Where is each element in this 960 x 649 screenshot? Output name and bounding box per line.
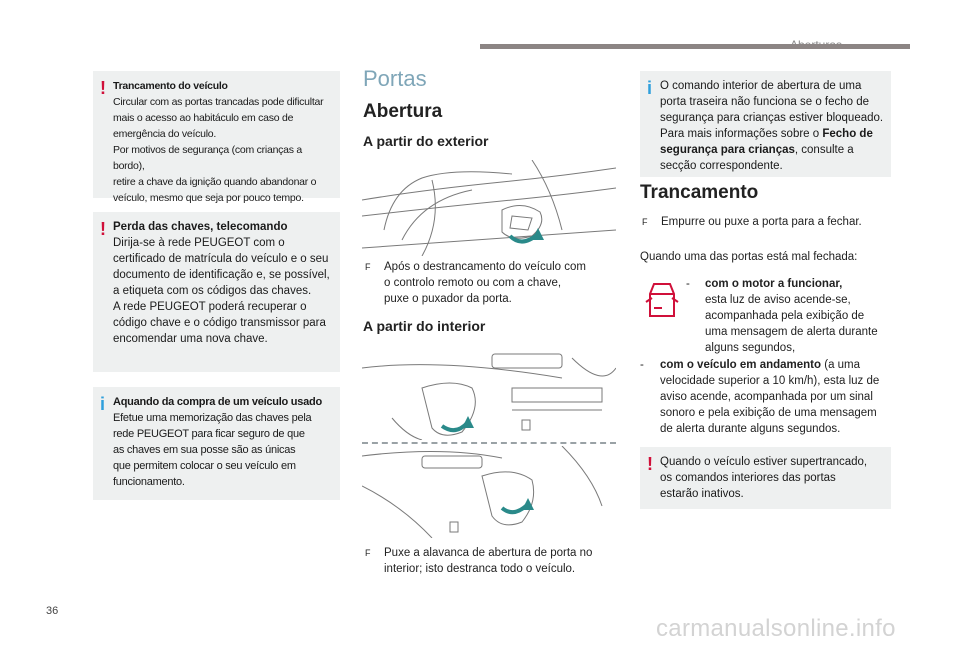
line: veículo, mesmo que seja por pouco tempo. [113,192,304,204]
box-title: Aquando da compra de um veículo usado [113,396,322,408]
list-dash: - [640,359,644,371]
line: Por motivos de segurança (com crianças a bordo), [113,144,303,172]
line: interior; isto destranca todo o veículo. [384,563,576,575]
box-title: Trancamento do veículo [113,80,228,92]
header-bar [480,44,910,49]
line: com o veículo em andamento (a uma [660,359,861,371]
page-number: 36 [46,605,59,617]
bullet-icon: F [365,548,371,558]
warning-text [660,454,885,502]
warning-icon: ! [100,219,106,239]
line: Empurre ou puxe a porta para a fechar. [661,216,862,228]
line: segurança para crianças, consulte a [660,144,854,156]
line: velocidade superior a 10 km/h), esta luz de [660,375,880,387]
line: Circular com as portas trancadas pode dificultar [113,96,324,108]
line: Puxe a alavanca de abertura de porta no [384,547,593,559]
warning-box-lost-keys [93,212,340,372]
line: esta luz de aviso acende-se, [705,294,851,306]
figure-divider [362,442,616,444]
line: Para mais informações sobre o Fecho de [660,128,873,140]
line: os comandos interiores das portas [660,472,836,484]
info-icon: i [100,394,106,414]
exterior-door-handle-illustration [362,160,616,256]
info-text [113,394,334,490]
line: que permitem colocar o seu veículo em [113,460,296,472]
line: as chaves em sua posse são as únicas [113,444,296,456]
outside-instruction [365,259,615,309]
locking-instruction [642,214,892,232]
line: A rede PEUGEOT poderá recuperar o [113,301,307,313]
line: O comando interior de abertura de uma [660,80,862,92]
info-box-used-vehicle [93,387,340,500]
line: Quando o veículo estiver supertrancado, [660,456,868,468]
line: Após o destrancamento do veículo com [384,261,587,273]
engine-running-item [686,276,891,356]
line: alguns segundos, [705,342,796,354]
info-icon: i [647,78,653,98]
line: código chave e o código transmissor para [113,317,326,329]
line: acompanhada pela exibição de [705,310,865,322]
line: rede PEUGEOT para ficar seguro de que [113,428,305,440]
bad-close-intro: Quando uma das portas está mal fechada: [640,251,858,263]
watermark: carmanualsonline.info [656,615,896,642]
line: aviso acende, acompanhada por um sinal [660,391,873,403]
bullet-icon: F [642,217,648,227]
line: com o motor a funcionar, [705,278,843,290]
line: emergência do veículo. [113,128,217,140]
box-title: Perda das chaves, telecomando [113,221,288,233]
line: o controlo remoto ou com a chave, [384,277,562,289]
line: mais o acesso ao habitáculo em caso de [113,112,294,124]
line: porta traseira não funciona se o fecho de [660,96,870,108]
line: de alerta durante alguns segundos. [660,423,841,435]
line: estarão inativos. [660,488,744,500]
line: documento de identificação e, se possível, [113,269,330,281]
line: a etiqueta com os códigos das chaves. [113,285,312,297]
interior-door-handle-illustration-top [362,348,616,440]
line: Efetue uma memorização das chaves pela [113,412,312,424]
vehicle-moving-item [640,357,892,439]
subsection-title-outside: A partir do exterior [363,133,489,149]
line: funcionamento. [113,476,185,488]
line: retire a chave da ignição quando abandonar o [113,176,317,188]
line: sonoro e pela exibição de uma mensagem [660,407,877,419]
section-title-opening: Abertura [363,101,443,122]
door-open-warning-icon [644,280,680,320]
line: Dirija-se à rede PEUGEOT com o [113,237,285,249]
bullet-icon: F [365,262,371,272]
warning-box-supertrancado [640,447,891,509]
page-title: Portas [363,66,427,91]
warning-icon: ! [647,454,653,474]
info-box-child-lock [640,71,891,177]
line: uma mensagem de alerta durante [705,326,878,338]
warning-box-vehicle-locking [93,71,340,204]
subsection-title-inside: A partir do interior [363,318,486,334]
warning-icon: ! [100,78,106,98]
warning-text [113,78,334,206]
line: secção correspondente. [660,160,783,172]
warning-text [113,219,334,347]
list-dash: - [686,278,690,290]
inside-instruction [365,545,615,579]
line: certificado de matrícula do veículo e o seu [113,253,329,265]
section-title-locking: Trancamento [640,182,759,203]
line: encomendar uma nova chave. [113,333,268,345]
interior-door-handle-illustration-bottom [362,446,616,538]
line: puxe o puxador da porta. [384,293,512,305]
line: segurança para crianças estiver bloqueado. [660,112,884,124]
info-text [660,78,885,174]
